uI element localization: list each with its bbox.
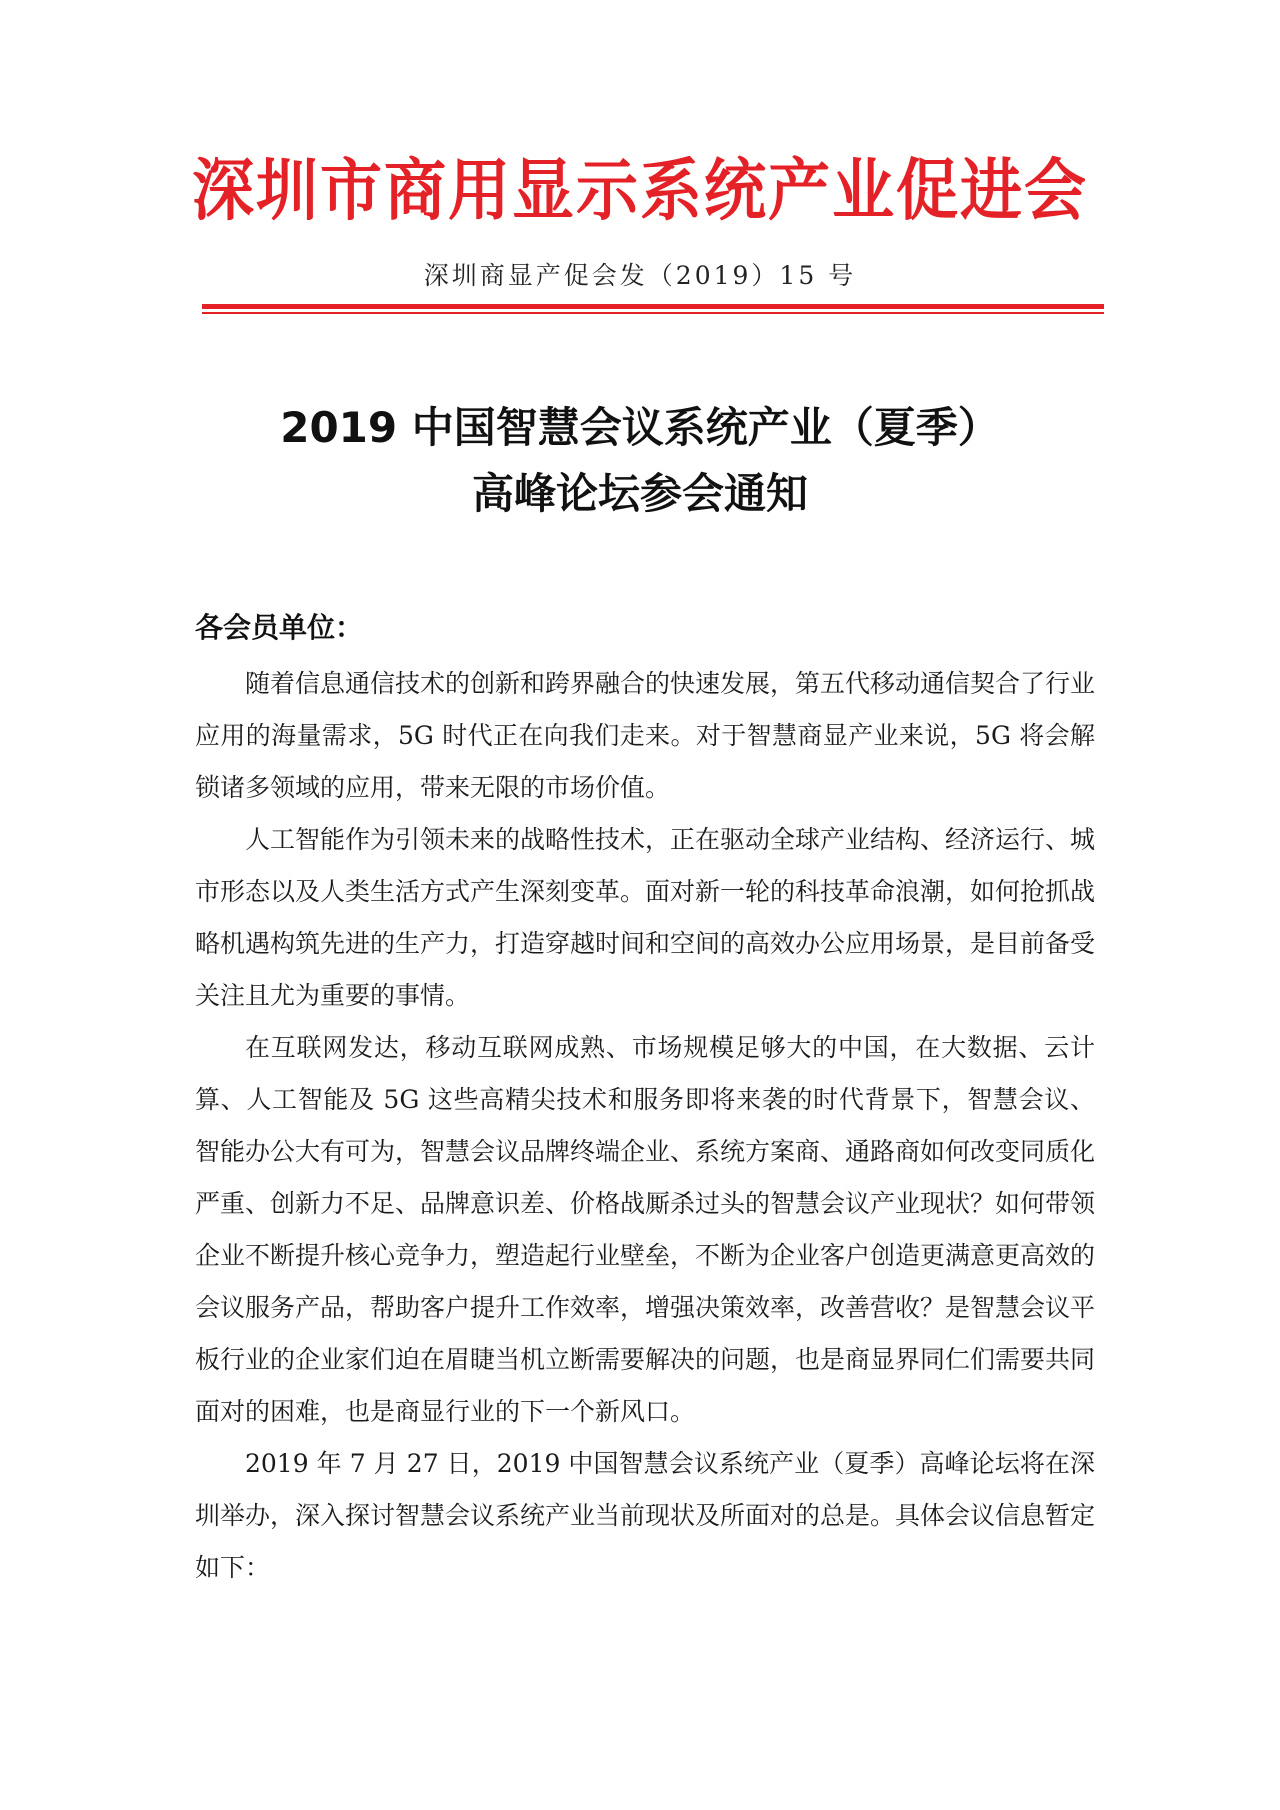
paragraph-2: 人工智能作为引领未来的战略性技术，正在驱动全球产业结构、经济运行、城市形态以及人类生活方式产生深刻变革。面对新一轮的科技革命浪潮，如何抢抓战略机遇构筑先进的生产力，打造穿越时间和空间的高效办公应用场景，是目前备受关注且尤为重要的事情。 [195,825,1096,1010]
paragraph-4: 2019 年 7 月 27 日，2019 中国智慧会议系统产业（夏季）高峰论坛将在深圳举办，深入探讨智慧会议系统产业当前现状及所面对的总是。具体会议信息暂定如下： [195,1449,1096,1582]
letterhead-rule-thin [202,312,1104,314]
paragraph-1: 随着信息通信技术的创新和跨界融合的快速发展，第五代移动通信契合了行业应用的海量需求，5G 时代正在向我们走来。对于智慧商显产业来说，5G 将会解锁诸多领域的应用，带来无限的市场价值。 [195,669,1096,802]
body-text [195,658,1095,1594]
document-title-line-1: 2019 中国智慧会议系统产业（夏季） [280,403,1000,452]
letterhead-rule-thick [202,304,1104,309]
document-title-line-2: 高峰论坛参会通知 [471,469,808,518]
organization-letterhead: 深圳市商用显示系统产业促进会 [191,150,1088,230]
salutation: 各会员单位： [195,611,364,644]
paragraph-3: 在互联网发达，移动互联网成熟、市场规模足够大的中国，在大数据、云计算、人工智能及 5G 这些高精尖技术和服务即将来袭的时代背景下，智慧会议、智能办公大有可为，智慧会议品牌终端企业、系统方案商、通路商如何改变同质化严重、创新力不足、品牌意识差、价格战厮杀过头的智慧会议产业现状？如何带领企业不断提升核心竞争力，塑造起行业壁垒，不断为企业客户创造更满意更高效的会议服务产品，帮助客户提升工作效率，增强决策效率，改善营收？是智慧会议平板行业的企业家们迫在眉睫当机立断需要解决的问题，也是商显界同仁们需要共同面对的困难，也是商显行业的下一个新风口。 [195,1033,1096,1426]
document-number: 深圳商显产促会发（2019）15 号 [423,261,857,290]
